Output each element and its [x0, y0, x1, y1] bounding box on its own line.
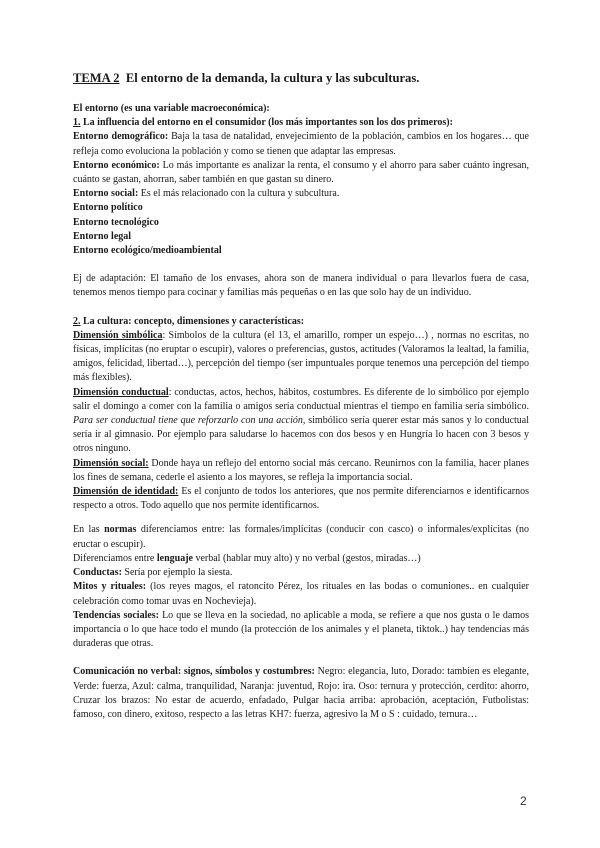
paragraph-social: [73, 187, 529, 201]
social-dim-text: Donde haya un reflejo del entorno social más cercano. Reunirnos con la familia, hacer planes los fines de semana, cederle el asiento a los mayores, se refleja la importancia social.: [73, 457, 529, 483]
conductual-text-2: , simbólico sería querer estar más sanos y lo conductual sería ir al gimnasio. Por ejemplo para saludarse lo hacemos con dos besos y en Hungría lo hacen con 3 besos y otros ninguno.: [73, 415, 529, 455]
conductual-label: Dimensión conductual: [73, 386, 169, 398]
page-title: [73, 70, 529, 86]
paragraph-social-dim: [73, 457, 529, 485]
simbolica-label: Dimensión simbólica: [73, 329, 163, 341]
normas-pre: En las: [73, 524, 100, 536]
tendencias-label: Tendencias sociales:: [73, 609, 160, 621]
entorno-tecnologico: Entorno tecnológico: [73, 216, 159, 228]
simbolica-text: : Símbolos de la cultura (el 13, el amarillo, romper un espejo…) , normas no escritas, no físicas, implícitas (no eruptar o escupir), valores o preferencias, gustos, actitudes (Valoramos la lealtad, la familia, amigos, felicidad, libertad…), percepción del tiempo (ser impuntuales porque tenemos una percepción del tiempo más flexibles).: [73, 329, 529, 384]
section2-heading-text: La cultura: concepto, dimensiones y características:: [83, 315, 305, 327]
tendencias-text: Lo que se lleva en la sociedad, no aplicable a moda, se refiere a que nos gusta o le damos importancia o lo que hace todo el mundo (la protección de los animales y el planeta, tiktok..) hay tendencias más duraderas que otras.: [73, 609, 530, 650]
paragraph-tendencias: [73, 609, 529, 652]
social-text: Es el más relacionado con la cultura y subcultura.: [140, 188, 340, 200]
paragraph-conductas: [73, 566, 529, 580]
demografico-text: Baja la tasa de natalidad, envejecimiento de la población, cambios en los hogares… que refleja como evoluciona la población y como se tienen que adaptar las empresas.: [73, 131, 529, 157]
paragraph-identidad: [73, 485, 529, 513]
title-text: El entorno de la demanda, la cultura y las subculturas.: [125, 71, 420, 85]
entorno-ecologico: Entorno ecológico/medioambiental: [73, 245, 222, 257]
conductas-text: Sería por ejemplo la siesta.: [124, 567, 233, 579]
paragraph-mitos: [73, 580, 529, 608]
paragraph-demografico: [73, 130, 529, 158]
paragraph-conductual: [73, 386, 529, 457]
conductual-text-1: : conductas, actos, hechos, hábitos, costumbres. Es diferente de lo simbólico por ejemplo salir el domingo a comer con la familia o amigos sería conductual mientras el tiempo en familia sería simbólico.: [73, 386, 530, 412]
lenguaje-word: lenguaje: [156, 552, 193, 564]
entorno-heading: El entorno (es una variable macroeconómica):: [73, 103, 270, 114]
paragraph-lenguaje: [73, 552, 529, 566]
entorno-legal: Entorno legal: [73, 230, 132, 242]
entorno-politico: Entorno político: [73, 202, 143, 214]
comunicacion-label: Comunicación no verbal: signos, símbolos y costumbres:: [73, 666, 315, 678]
economico-label: Entorno económico:: [73, 159, 160, 171]
section2-heading: [73, 315, 529, 329]
document-body: [73, 70, 529, 722]
section1-number: 1.: [73, 117, 81, 129]
normas-word: normas: [104, 524, 137, 536]
paragraph-normas: [73, 523, 529, 551]
paragraph-comunicacion: [73, 665, 529, 722]
identidad-label: Dimensión de identidad:: [73, 486, 179, 498]
lenguaje-pre: Diferenciamos entre: [73, 552, 155, 564]
paragraph-adaptacion: Ej de adaptación: El tamaño de los envases, ahora son de manera individual o para llevarlos fuera de casa, tenemos menos tiempo para cocinar y familias más pequeñas o en las que solo hay de un individuo.: [73, 273, 529, 299]
page-number: 2: [520, 794, 527, 808]
section1-heading-text: La influencia del entorno en el consumidor (los más importantes son los dos primeros):: [83, 117, 453, 129]
demografico-label: Entorno demográfico:: [73, 131, 169, 143]
mitos-label: Mitos y rituales:: [73, 581, 147, 593]
social-label: Entorno social:: [73, 188, 139, 200]
section1-heading: [73, 116, 529, 130]
paragraph-simbolica: [73, 329, 529, 386]
conductas-label: Conductas:: [73, 567, 122, 579]
economico-text: Lo más importante es analizar la renta, el consumo y el ahorro para saber cuánto ingresan, cuánto se gastan, ahorran, saber también en que gastan su dinero.: [73, 159, 529, 186]
conductual-italic: Para ser conductual tiene que reforzarlo con una acción: [73, 415, 303, 427]
comunicacion-text: Negro: elegancia, luto, Dorado: tambien es elegante, Verde: fuerza, Azul: calma, tranquilidad, Naranja: juventud, Rojo: ira. Oso: ternura y protección, cerdito: ahorro, Cruzar los brazos: No estar de acuerdo, enfadado, Pulgar hacia arriba: aprobación, aceptación, Futbolistas: famoso, con dinero, exitoso, respecto a las letras KH7: fuerza, agresivo la M o S : cuidado, ternura…: [73, 666, 530, 720]
lenguaje-post: verbal (hablar muy alto) y no verbal (gestos, miradas…): [195, 552, 421, 564]
mitos-text: (los reyes magos, el ratoncito Pérez, los rituales en las bodas o comuniones.. en cualquier celebración como tomar uvas en Nochevieja).: [73, 581, 529, 607]
section2-number: 2.: [73, 315, 81, 327]
title-tema: TEMA 2: [73, 71, 120, 85]
normas-post: diferenciamos entre: las formales/implícitas (conducir con casco) o informales/explícitas (no eructar o escupir).: [73, 524, 530, 550]
social-dim-label: Dimensión social:: [73, 457, 149, 469]
identidad-text: Es el conjunto de todos los anteriores, que nos permite diferenciarnos e identificarnos respecto a otros. Todo aquello que nos permite identificarnos.: [73, 486, 530, 512]
paragraph-economico: [73, 159, 529, 187]
